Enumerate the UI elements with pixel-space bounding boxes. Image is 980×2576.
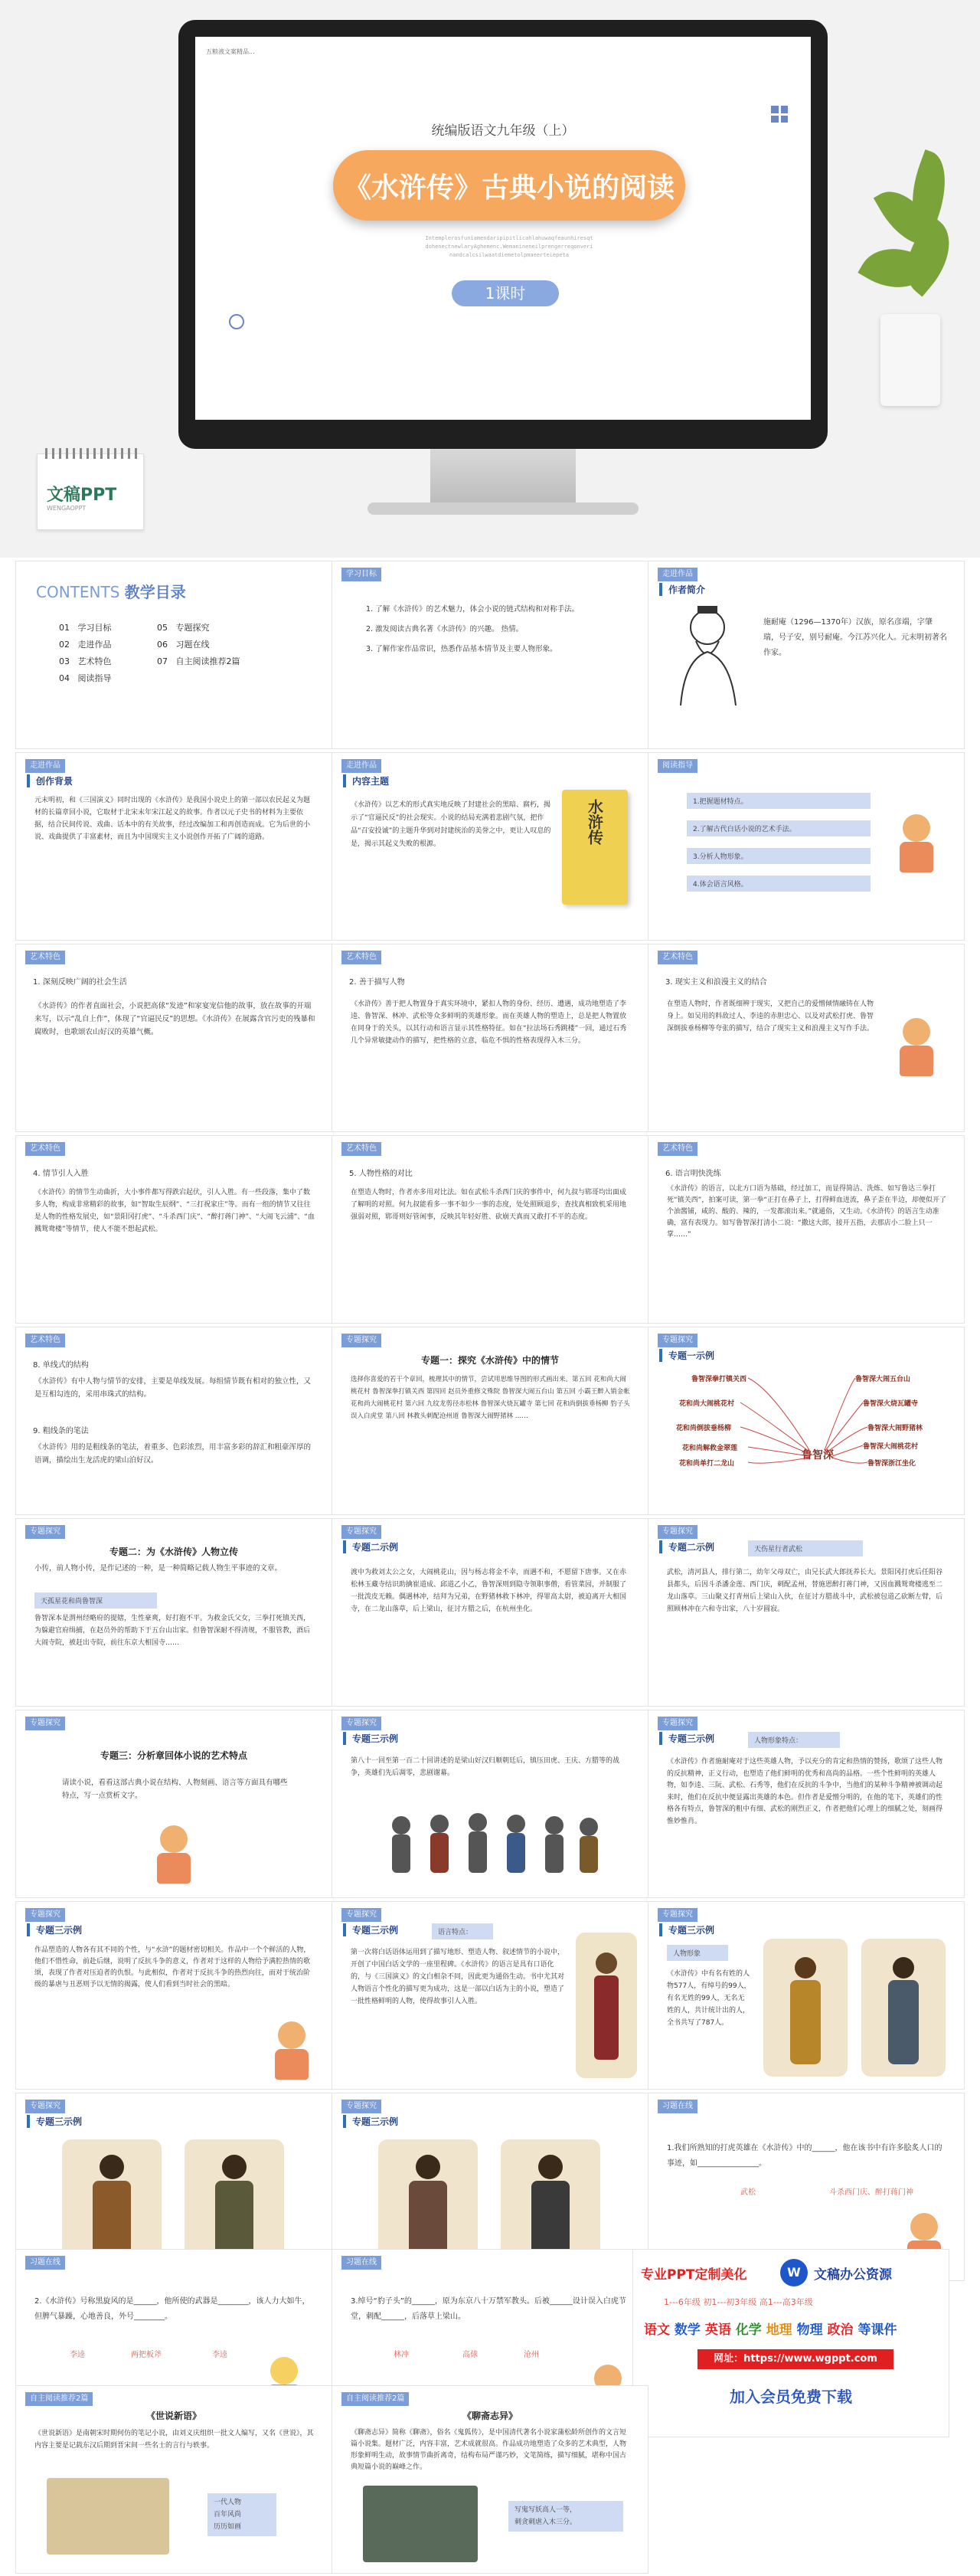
cover-subtitle: 统编版语文九年级（上） [431,123,575,139]
highlight-box: 人物形象 [667,1945,728,1961]
slide-body-2: 鲁智深本是渭州经略府的提辖，生性豪爽，好打抱不平。为救金氏父女，三拳打死镇关西，为躲避官府缉捕，在赵员外的帮助下于五台山出家。但鲁智深耐不得清规，不服管教，酒后大闹寺院，被赶出寺院，前往东京大相国寺…… [34,1615,311,1647]
cartoon-girl [269,2021,315,2083]
slide-body: 第八十一回至第一百二十回讲述的是梁山好汉归顺朝廷后，镇压田虎、王庆、方腊等的战争，英雄们先后凋零，悲剧谢幕。 [351,1757,620,1777]
exercise-answer: 沧州 [524,2351,539,2359]
slide-tag: 走进作品 [658,568,697,581]
slide-tag: 专题探究 [658,1334,697,1347]
slide-author[interactable] [648,561,965,749]
slide-tag: 专题探究 [25,2100,65,2113]
toc-item[interactable]: 07 自主阅读推荐2篇 [157,656,240,666]
slide-heading: 专题二示例 [659,1540,714,1553]
exercise-answer: 李逵 [212,2351,227,2359]
slide-art-3[interactable] [648,944,965,1132]
mindmap-node: 鲁智深浙江坐化 [867,1460,916,1468]
quote-box [207,2493,276,2536]
monitor [178,20,828,449]
plant-decoration [865,138,957,414]
contents-cn: 教学目录 [124,583,186,601]
slide-topic-2-example-a[interactable] [332,1518,648,1707]
cover-line: Intemplerosfuniamendaripipitlicahlahuwaqfeaunhiresqt [425,235,593,241]
slide-body: 第一次将白话语体运用到了描写地形、塑造人物、叙述情节的小说中，开创了中国白话文学的一座里程碑。《水浒传》的语言是具有口语化的，与《三国演义》的文白相杂不同，因此更为通俗生动。书中尤其对人物语言个性化的描写更为成功，这是一部以白话为主的小说，塑造了一批性格鲜明的人物，使得故事引人入胜。 [351,1949,565,2005]
slide-body: 渡中为救刘太公之女，大闹桃花山，因与杨志将金不幸，而遇不和，不愿留下唐事。又在赤松林玉藏寺结识助擒崔道成、邱道乙小乙，鲁智深则到隐寺领职事僧，看管菜园，并制服了一批泼皮无赖。偶遇林冲，结拜为兄弟，在野猪林救下林冲，得罪高太尉，被迫离开大相国寺，在二龙山落草，后上梁山，征讨方腊之后，在杭州坐化。 [351,1569,627,1613]
mindmap-center: 鲁智深 [802,1449,834,1461]
slide-tag: 艺术特色 [25,1334,65,1347]
slide-learning-goals[interactable] [332,561,648,749]
slide-heading: 专题三示例 [27,1923,82,1936]
topic-title: 专题一：探究《水浒传》中的情节 [420,1355,559,1366]
contents-heading [36,580,186,602]
exercise-answer: 武松 [740,2188,756,2197]
slide-topic-3[interactable] [15,1710,332,1898]
warrior-illustration [861,1939,946,2077]
quote-line: 一代人物 [214,2499,242,2506]
slide-body: 《水浒传》以艺术的形式真实地反映了封建社会的黑暗、腐朽，揭示了“官逼民反”的社会现实。小说的结局充满着悲剧气氛，把作品“召安投诚”的主题升华到对封建统治的美誉之中，更让人叹息的是，揭示其起义失败的根源。 [351,801,551,848]
slide-topic-3-example-d[interactable] [332,1901,648,2090]
exercise-answer: 林冲 [394,2351,409,2359]
reading-title: 《聊斋志异》 [462,2411,518,2421]
exercise-answer: 斗杀西门庆、醉打蒋门神 [829,2188,913,2197]
ad-website-link[interactable]: 网址：https://www.wgppt.com [697,2349,893,2369]
slide-body: 《水浒传》中有名有姓的人物577人，有绰号的99人，有名无姓的99人，无名无姓的人，共计统计出的人，全书共写了787人。 [667,1970,751,2027]
slide-heading: 4. 情节引人入胜 [33,1170,89,1178]
mindmap-node: 鲁智深火烧瓦罐寺 [863,1400,919,1408]
slide-heading: 专题三示例 [343,2115,398,2128]
mindmap-node: 花和尚解救金翠莲 [682,1445,738,1452]
slide-heading-2: 9. 粗线条的笔法 [33,1427,89,1435]
slide-heading: 专题二示例 [343,1540,398,1553]
highlight-box: 语言特点： [432,1923,493,1939]
heroes-illustration [378,1802,608,1879]
slide-body: 小传，前人物小传，是作记述的一种，是一种简略记载人物生平事迹的文章。 [34,1564,283,1573]
slide-tag: 艺术特色 [341,1142,381,1156]
slide-body: 《水浒传》的情节生动曲折，大小事件都写得跌宕起伏，引人入胜。有一些段落，集中了数多人物，构成非常精彩的故事，如“智取生辰纲”、“三打祝家庄”等。而有一组的情节又往往是人物的性格发展史，如“景阳冈打虎”、“斗杀西门庆”、“醉打蒋门神”、“大闹飞云浦”、“血溅鸳鸯楼”等情节，使人不能不想起武松。 [34,1189,315,1233]
slide-heading: 1. 深刻反映广阔的社会生活 [33,978,127,987]
mindmap-node: 花和尚单打二龙山 [679,1460,735,1468]
monitor-stand [430,449,576,502]
slide-body: 《水浒传》善于把人物置身于真实环境中，紧扣人物的身份、经历、遭遇，成功地塑造了李逵、鲁智深、林冲、武松等众多鲜明的英雄形象。而在英雄人物的塑造上，总是把人物置放在同身于的关头，以其行动和语言显示其性格特征。如在“拉法场石秀跳楼”一回，通过石秀几个异常敏捷动作的描写，把性格的立意，临危不惧的性格表现得入木三分。 [351,1000,627,1045]
book-stack-image [363,2486,478,2562]
slide-tag: 习题在线 [341,2256,381,2270]
ad-panel[interactable] [632,2249,949,2437]
mindmap-lines [648,1327,965,1515]
quote-line: 历历如画 [214,2523,242,2531]
slide-topic-3-example-a[interactable] [332,1710,648,1898]
exercise-question: 1.我们所熟知的打虎英雄在《水浒传》中的______，他在该书中有许多脍炙人口的事迹，如________________。 [667,2144,942,2168]
topic-title: 专题三：分析章回体小说的艺术特点 [100,1750,247,1761]
slide-body: 元末明初，和《三国演义》同时出现的《水浒传》是我国小说史上的第一部以农民起义为题材的长篇章回小说，它取材于北宋末年宋江起义的故事。作者以元子史书的材料为主要依据，结合民间传说、戏曲、话本中的有关故事，经过改编加工和再创造而成。它为后世的小说、戏曲提供了丰富素材，而且为中国现实主义小说创作开拓了广阔的道路。 [34,797,311,841]
slide-heading: 专题三示例 [27,2115,82,2128]
slide-tag: 阅读指导 [658,759,697,773]
slide-heading: 作者简介 [659,583,705,596]
slide-topic-3-example-c[interactable] [15,1901,332,2090]
slide-heading: 专题三示例 [343,1732,398,1745]
cartoon-girl [893,1018,939,1079]
slide-tag: 艺术特色 [25,1142,65,1156]
slide-body: 《水浒传》有中人物与情节的安排，主要是单线发展。每组情节既有相对的独立性，又是互相勾连的，采用串珠式的结构。 [34,1377,312,1399]
contents-en: CONTENTS [36,583,120,601]
book-cover [562,790,628,905]
slide-tag: 艺术特色 [25,951,65,964]
slide-art-2[interactable] [332,944,648,1132]
toc-item[interactable]: 01 学习目标 [59,623,112,633]
plant-pot [880,314,940,406]
slide-body: 请读小说，看看这部古典小说在结构、人物刻画、语言等方面具有哪些特点，写一点赏析文字。 [62,1779,288,1800]
mindmap-node: 鲁智深大闹五台山 [855,1376,911,1383]
slide-tag: 专题探究 [658,1717,697,1730]
warrior-illustration [576,1933,637,2078]
slide-body: 《世说新语》是南朝宋时期何仿的笔记小说，由刘义庆组织一批文人编写，又名《世说》，其内容主要是记载东汉后期到晋宋间一些名士的言行与轶事。 [34,2430,314,2450]
slide-art-4[interactable] [15,1135,332,1324]
slide-body: 作品塑造的人物各有其不同的个性，与“水浒”的题材密切相关。作品中一个个鲜活的人物，他们不惜性命，前赴后继，说明了反抗斗争的意义，作者对于这样的人物给予满腔热情的歌颂，表现了作者对压迫者的仇恨。与此相似，作者对于反抗斗争的热烈向往，而对于统治阶级的暴虐与丑恶则予以无情的揭露，使人们看到当时社会的黑暗。 [34,1946,311,1988]
period-badge: 1课时 [452,280,559,306]
slide-body: 在塑造人物时，作者亦多用对比法。如在武松斗杀西门庆的事件中，何九叔与郓哥均出面成了解明的对照。何九叔能看多一事不如少一事的态度，处处照顾退步，查找真相致机采用地强弱对照，郓哥则好管闲事，反映其年轻好胜、砍崩天真而又敢打不平的态度。 [351,1189,627,1221]
brand-calendar [37,453,144,530]
slide-tag: 习题在线 [25,2256,65,2270]
slide-topic-1-example[interactable] [648,1327,965,1515]
monitor-screen [195,37,811,420]
guide-item: 2.了解古代白话小说的艺术手法。 [687,820,871,836]
slide-art-8-9[interactable] [15,1327,332,1515]
slide-body-2: 《水浒传》用的是粗线条的笔法，着重多、色彩浓烈，用丰富多彩的辞汇和粗豪浑厚的语调，描绘出生龙活虎的梁山泊好汉。 [34,1443,312,1465]
slide-body: 《水浒传》的作者直面社会，小说把高俅“发迹”和家宴宠信他的故事，放在故事的开端来写，以示“乱自上作”，体现了“官逼民反”的思想。《水浒传》在展露含官污吏的残暴和腐败时，也歌颂农山好汉的英雄气概。 [34,1002,315,1036]
cartoon-girl [893,814,939,876]
slide-topic-2[interactable] [15,1518,332,1707]
mindmap-node: 花和尚倒拔垂杨柳 [676,1425,732,1432]
slide-reading-2[interactable] [332,2385,648,2574]
slide-theme[interactable] [332,752,648,941]
highlight-box: 天伤星行者武松 [748,1540,863,1556]
slide-tag: 自主阅读推荐2篇 [25,2392,93,2406]
toc-item[interactable]: 02 走进作品 [59,640,112,650]
slide-art-1[interactable] [15,944,332,1132]
slide-heading: 创作背景 [27,774,73,787]
slide-tag: 专题探究 [341,1717,381,1730]
toc-item[interactable]: 03 艺术特色 [59,656,112,666]
slide-heading: 3. 现实主义和浪漫主义的结合 [665,978,767,987]
cover-line: nandcalcsilwaatdiemetolpmaeerteiepeta [449,252,569,258]
slide-topic-2-example-b[interactable] [648,1518,965,1707]
slide-body: 《聊斋志异》简称《聊斋》，俗名《鬼狐传》，是中国清代著名小说家蒲松龄所创作的文言短篇小说集。题材广泛，内容丰富，艺术成就很高。作品成功地塑造了众多的艺术典型，人物形象鲜明生动，故事情节曲折离奇，结构布局严谨巧妙，文笔简练，描写细腻，堪称中国古典短篇小说的巅峰之作。 [351,2429,627,2471]
quote-line: 百年风尚 [214,2511,242,2519]
mindmap-node: 鲁智深拳打镇关西 [691,1376,747,1383]
brand-tag: WENGAOPPT [47,505,87,512]
slide-heading: 2. 善于描写人物 [349,978,405,987]
goal-item: 2. 激发阅读古典名著《水浒传》的兴趣。 热情。 [366,625,524,633]
ad-subjects: 语文 数学 英语 化学 地理 物理 政治 等课件 [644,2322,897,2338]
toc-item[interactable]: 04 阅读指导 [59,673,112,683]
exercise-question: 2.《水浒传》号称黑旋风的是______，他所使的武器是________，该人力大如牛，但脾气暴躁，心地善良，外号________。 [34,2297,310,2321]
ad-brand: 文稿办公资源 [814,2267,892,2283]
topic-title: 专题二：为《水浒传》人物立传 [109,1547,238,1557]
highlight-box: 天孤星花和尚鲁智深 [34,1592,157,1609]
slide-tag: 专题探究 [25,1717,65,1730]
slide-tag: 艺术特色 [341,951,381,964]
slide-heading: 专题一示例 [659,1349,714,1362]
cartoon-girl [151,1825,197,1887]
slide-heading: 内容主题 [343,774,389,787]
toc-item[interactable]: 06 习题在线 [157,640,210,650]
slide-tag: 走进作品 [25,759,65,773]
ad-slogan: 专业PPT定制美化 [641,2267,747,2283]
slide-reading-1[interactable] [15,2385,332,2574]
goals-list [366,600,619,660]
slide-tag: 艺术特色 [658,951,697,964]
exercise-answer: 李逵 [70,2351,85,2359]
guide-item: 1.把握题材特点。 [687,793,871,809]
cover-decorative-lines [387,234,632,260]
slide-tag: 艺术特色 [658,1142,697,1156]
slide-tag: 专题探究 [341,2100,381,2113]
slide-body: 选择你喜爱的若干个章回，梳理其中的情节，尝试用思维导图的形式画出来。第五回 花和尚大闹桃花村 鲁智深拳打镇关西 第四回 赵员外重修文殊院 鲁智深大闹五台山 第五回 小霸王醉入销金帐 花和尚大闹桃花村 第六回 九纹龙剪径赤松林 鲁智深火烧瓦罐寺 第七回 花和尚倒拔垂杨柳 豹子头误入白虎堂 第八回 林教头刺配沧州道 鲁智深大闹野猪林 …… [351,1376,630,1420]
toc-item[interactable]: 05 专题探究 [157,623,210,633]
slide-art-6[interactable] [648,1135,965,1324]
book-title: 水浒传 [585,799,604,845]
ad-join-link[interactable]: 加入会员免费下载 [730,2388,852,2406]
ad-logo-icon: W [780,2259,808,2286]
slide-tag: 专题探究 [341,1525,381,1539]
ancient-book-image [47,2478,169,2555]
warrior-illustration [763,1939,848,2077]
exercise-answer: 高俅 [462,2351,478,2359]
slide-background[interactable] [15,752,332,941]
mindmap-node: 鲁智深大闹桃花村 [863,1443,919,1451]
slide-topic-3-example-e[interactable] [648,1901,965,2090]
slide-reading-guide[interactable] [648,752,965,941]
ad-grades: 1---6年级 初1---初3年级 高1---高3年级 [664,2297,813,2307]
slide-tag: 专题探究 [658,1908,697,1922]
quote-line: 刺贪刺虐入木三分。 [514,2519,577,2526]
slide-tag: 专题探究 [341,1908,381,1922]
mindmap-node: 鲁智深大闹野猪林 [867,1425,923,1432]
slide-heading: 专题三示例 [659,1923,714,1936]
slide-heading: 8. 单线式的结构 [33,1361,89,1370]
slide-tag: 学习目标 [341,568,381,581]
slide-tag: 专题探究 [341,1334,381,1347]
slide-body: 在塑造人物时，作者既细辨于现实，又把自己的爱憎倾情融铸在人物身上。如吴用的料敌过人、李逵的赤胆忠心、以及对武松打虎、鲁智深倒拔垂杨柳等夸张的描写，结合了现实主义和浪漫主义写作手法。 [667,1000,874,1033]
slide-body: 《水浒传》的语言，以北方口语为基础，经过加工，而显得简洁、洗炼、如写鲁达三拳打死“镇关西”，拍案可读，第一拳“正打在鼻子上，打得鲜血迸流，鼻子歪在半边，却便似开了个油酱铺，咸的、酸的、辣的，一发都滚出来。”就通俗，又生动。《水浒传》的语言生动准确，富有表现力。如写鲁智深打清小二说：“撒这大郎，接开五指，去那店小二脸上只一掌……” [667,1185,946,1239]
slide-tag: 专题探究 [25,1525,65,1539]
slide-topic-3-example-b[interactable] [648,1710,965,1898]
brand-logo: 文稿PPT [47,486,117,505]
slide-tag: 自主阅读推荐2篇 [341,2392,409,2406]
slide-topic-1[interactable] [332,1327,648,1515]
exercise-answer: 两把板斧 [131,2351,162,2359]
quote-box [508,2501,623,2532]
exercise-question: 3.绰号“豹子头”的______，原为东京八十万禁军教头。后被______设计误入白虎节堂，刺配______，后落草上梁山。 [351,2297,626,2321]
guide-item: 3.分析人物形象。 [687,848,871,864]
cover-line: dohenectnewlaryAghemenc.Wemanineneilprengerreqonveri [425,244,593,250]
goal-item: 3. 了解作家作品常识，热悉作品基本情节及主要人物形象。 [366,645,557,653]
slide-art-5[interactable] [332,1135,648,1324]
guide-item: 4.体会语言风格。 [687,876,871,892]
cover-title: 《水浒传》古典小说的阅读 [333,150,685,221]
slide-heading: 6. 语言明快洗练 [665,1170,721,1178]
monitor-base [368,502,639,515]
goal-item: 1. 了解《水浒传》的艺术魅力，体会小说的链式结构和对称手法。 [366,605,580,614]
slide-tag: 走进作品 [341,759,381,773]
slide-heading: 专题三示例 [659,1732,714,1745]
quote-line: 写鬼写妖高人一等， [514,2506,577,2514]
slide-body: 《水浒传》作者施耐庵对于这些英雄人物，予以充分的肯定和热情的赞扬，歌颂了这些人物的反抗精神，正义行动，也塑造了他们鲜明的优秀和高尚的品格。一些个性鲜明的英雄人物，如李逵、三阮、武松、石秀等，他们在反抗的斗争中，当他们的某种斗争精神被调动起来时，他们在反抗中便显露出英雄的本色。但作者是爱憎分明的，在他的笔下，英雄们的性格各有特点，鲁智深的粗中有细、武松的刚烈正义，作者把他们心理上的细腻之处，刻画得惟妙惟肖。 [667,1758,943,1825]
slide-heading: 5. 人物性格的对比 [349,1170,413,1178]
author-portrait [665,598,750,705]
slide-body: 武松，清河县人，排行第二，幼年父母双亡，由兄长武大郎抚养长大。景阳冈打虎后任阳谷县都头，后因斗杀潘金莲、西门庆，刺配孟州，替施恩醉打蒋门神，又因血溅鸳鸯楼逃至二龙山落草。三山聚义打青州后上梁山入伙，在征讨方腊战斗中，武松被包道乙砍断左臂，后照顾林冲在六和寺出家，八十岁圆寂。 [667,1569,943,1613]
gear-icon [229,314,244,329]
author-intro: 施耐庵（1296—1370年）汉族，原名彦端，字肇瑞，号子安，别号耐庵。今江苏兴化人。元末明初著名作家。 [763,618,947,657]
slide-tag: 习题在线 [658,2100,697,2113]
slide-heading: 专题三示例 [343,1923,398,1936]
corner-text: 五粮液文案精品... [206,48,255,55]
slide-tag: 专题探究 [658,1525,697,1539]
slide-tag: 专题探究 [25,1908,65,1922]
highlight-box: 人物形象特点： [748,1732,840,1748]
mindmap-node: 花和尚大闹桃花村 [679,1400,735,1408]
hero-banner [0,0,980,558]
slide-contents[interactable] [15,561,332,749]
reading-title: 《世说新语》 [145,2411,201,2421]
